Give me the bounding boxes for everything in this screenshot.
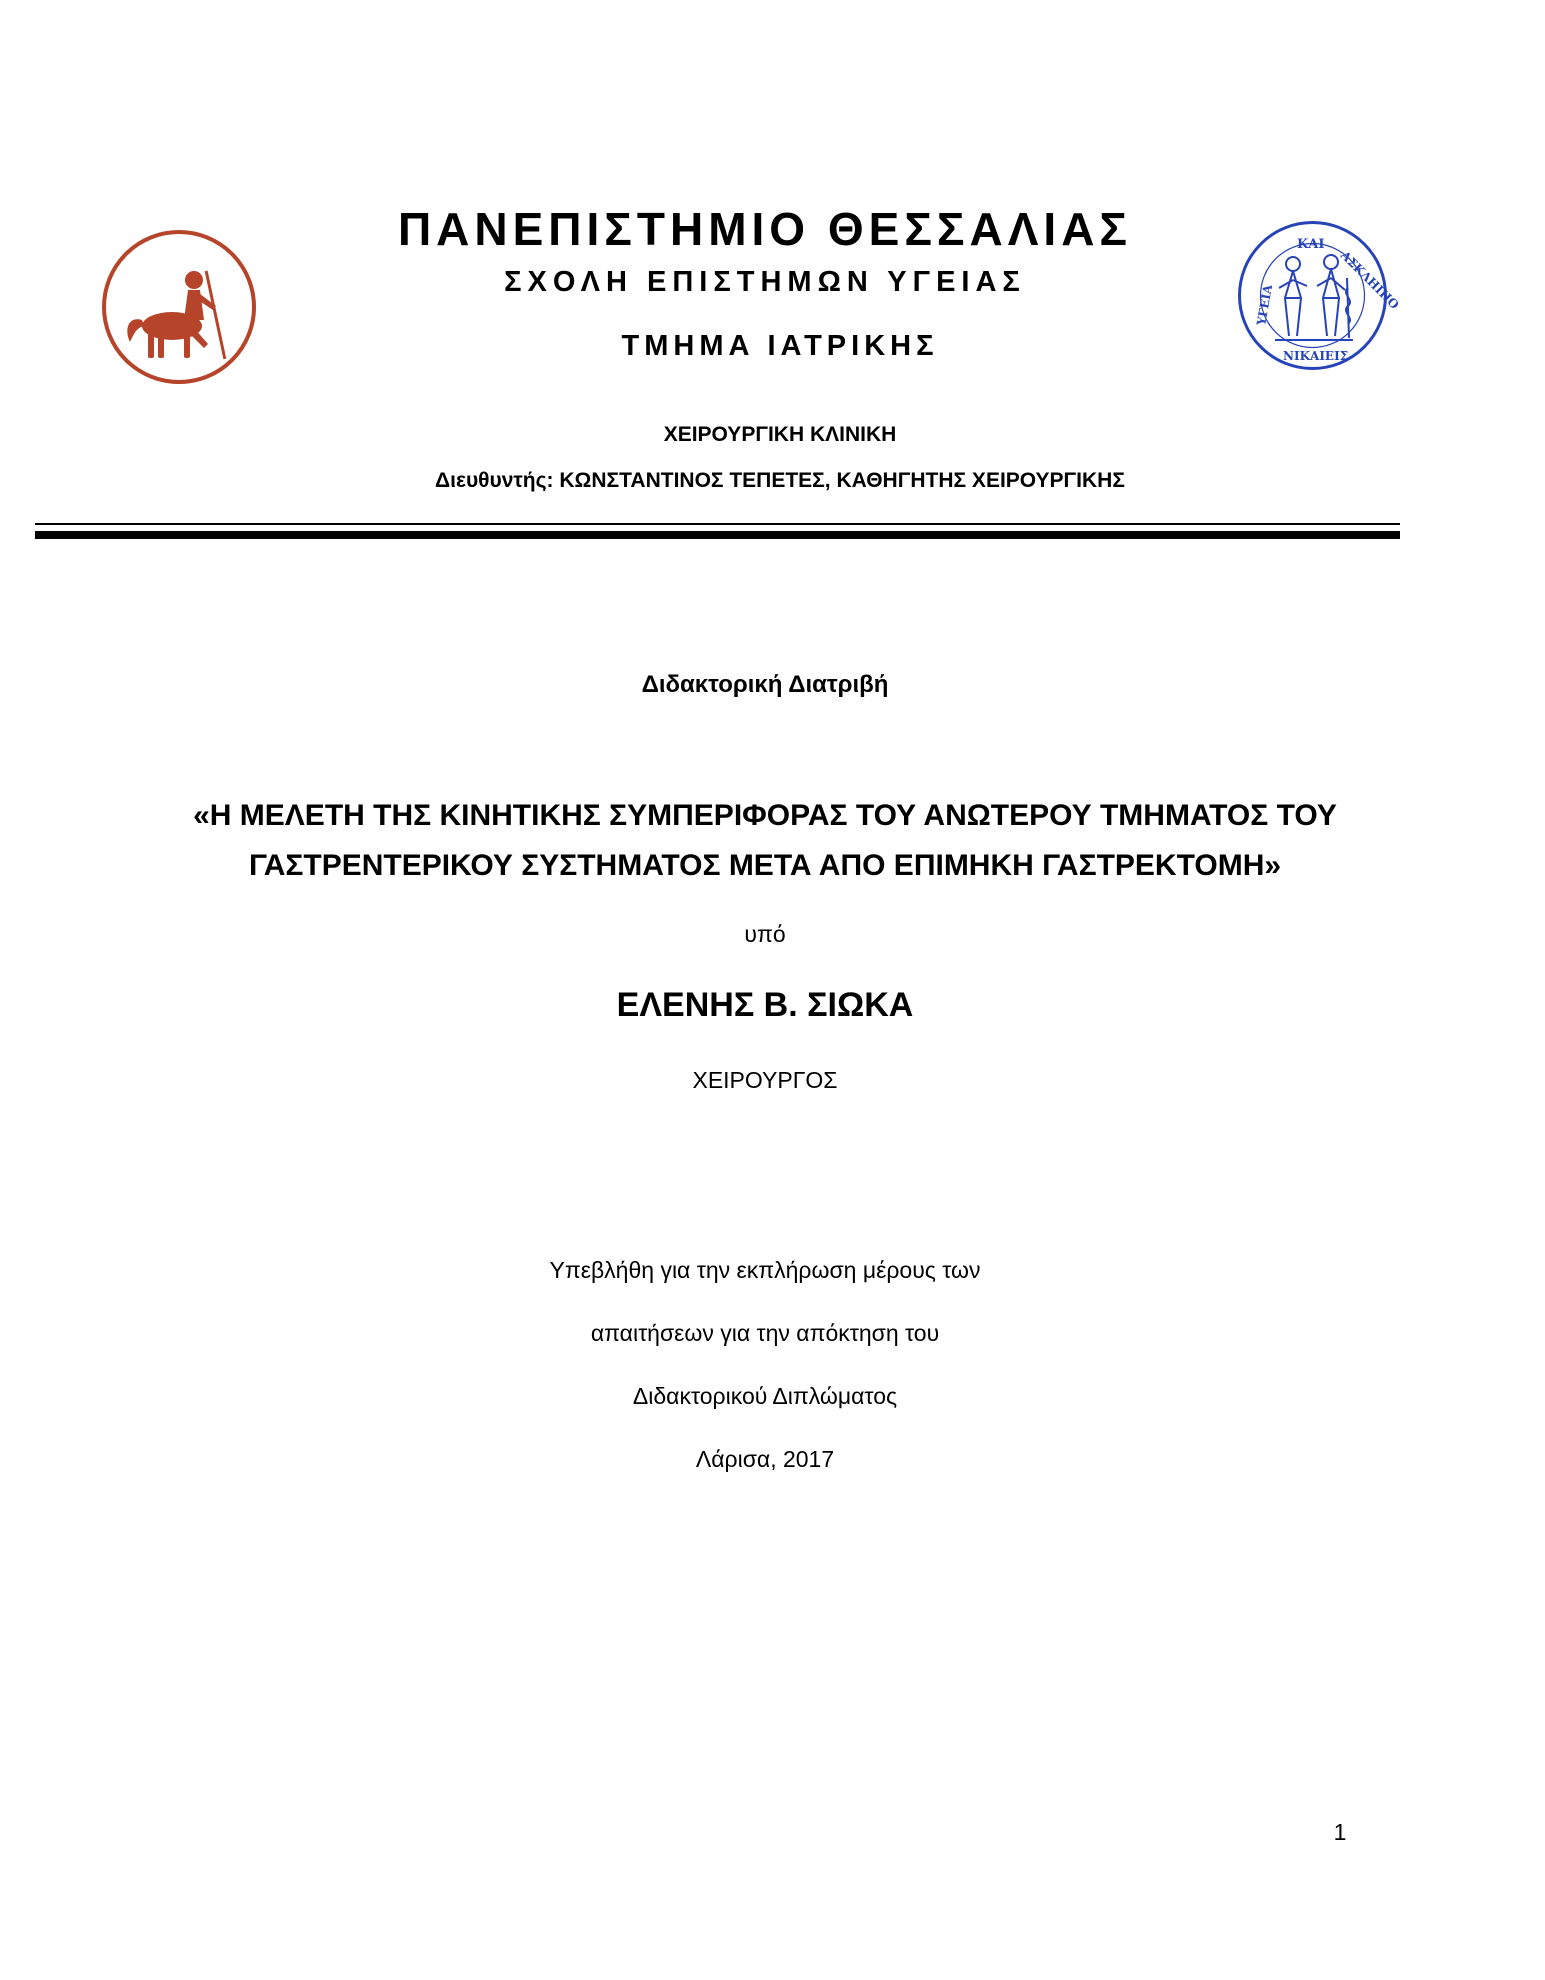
page-number: 1 [1333,1819,1347,1845]
school-name: ΣΧΟΛΗ ΕΠΙΣΤΗΜΩΝ ΥΓΕΙΑΣ [504,266,1026,298]
author-name: ΕΛΕΝΗΣ Β. ΣΙΩΚΑ [616,986,914,1024]
thesis-title [0,791,1530,891]
submission-line-3: Διδακτορικού Διπλώματος [632,1383,898,1409]
department-name: ΤΜΗΜΑ ΙΑΤΡΙΚΗΣ [621,330,939,362]
document-type: Διδακτορική Διατριβή [641,671,889,698]
seal-text-left: ΥΓΕΙΑ [1254,283,1276,327]
submission-line-1: Υπεβλήθη για την εκπλήρωση μέρους των [549,1257,981,1283]
university-name: ΠΑΝΕΠΙΣΤΗΜΙΟ ΘΕΣΣΑΛΙΑΣ [397,203,1133,255]
thesis-title-line-1: «Η ΜΕΛΕΤΗ ΤΗΣ ΚΙΝΗΤΙΚΗΣ ΣΥΜΠΕΡΙΦΟΡΑΣ ΤΟΥ ΑΝΩΤΕΡΟΥ ΤΜΗΜΑΤΟΣ ΤΟΥ [193,799,1337,832]
submission-line-2: απαιτήσεων για την απόκτηση του [590,1320,940,1346]
divider-thin [35,523,1400,525]
seal-text-bottom: ΝΙΚΑΙΕΙΣ [1283,349,1349,363]
place-date: Λάρισα, 2017 [695,1446,835,1472]
by-label: υπό [744,921,786,947]
director-line: Διευθυντής: ΚΩΝΣΤΑΝΤΙΝΟΣ ΤΕΠΕΤΕΣ, ΚΑΘΗΓΗΤΗΣ ΧΕΙΡΟΥΡΓΙΚΗΣ [435,469,1125,492]
author-profession: ΧΕΙΡΟΥΡΓΟΣ [692,1067,838,1093]
seal-text-right: ΑΣΚΛΗΠΙΟ [1337,248,1402,313]
divider-thick [35,531,1400,539]
seal-text-top: ΚΑΙ [1297,237,1325,252]
clinic-name: ΧΕΙΡΟΥΡΓΙΚΗ ΚΛΙΝΙΚΗ [663,423,897,446]
thesis-title-line-2: ΓΑΣΤΡΕΝΤΕΡΙΚΟΥ ΣΥΣΤΗΜΑΤΟΣ ΜΕΤΑ ΑΠΟ ΕΠΙΜΗΚΗ ΓΑΣΤΡΕΚΤΟΜΗ» [248,849,1282,882]
